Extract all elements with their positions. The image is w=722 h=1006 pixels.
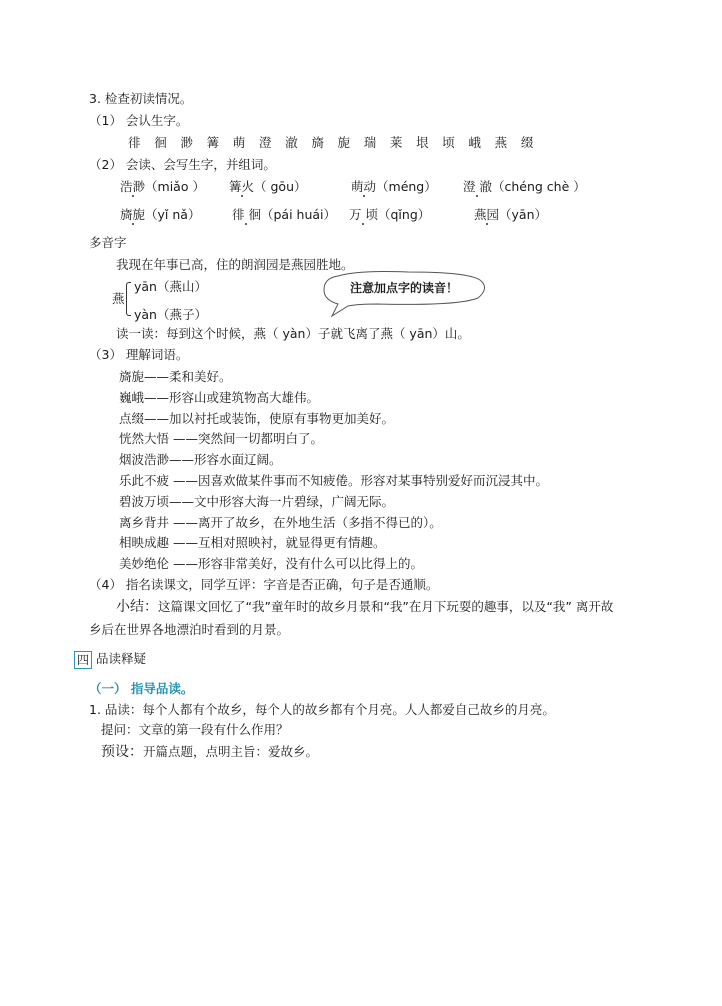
summary-text1: 这篇课文回忆了“我”童年时的故乡月景和“我”在月下玩耍的趣事，以及“我” 离开故 — [158, 599, 614, 614]
term-definition: 相映成趣 ——互相对照映衬，就显得更有情趣。 — [119, 535, 386, 551]
term-definition: 点缀——加以衬托或装饰，使原有事物更加美好。 — [119, 410, 395, 426]
pinyin: （chéng chè ） — [491, 179, 586, 194]
word-text: 万 顷 — [349, 207, 378, 222]
item2-label: （2） 会读、会写生字，并组词。 — [89, 157, 276, 172]
pinyin: （pái huái） — [260, 207, 337, 222]
section4-subtitle: （一） 指导品读。 — [89, 681, 194, 696]
word-gouhuo — [229, 179, 307, 195]
bubble-text: 注意加点字的读音！ — [350, 281, 459, 295]
polyphone-practice: 读一读：每到这个时候，燕（ yàn）子就飞离了燕（ yān）山。 — [116, 326, 470, 341]
polyphone-char: 燕 — [112, 291, 125, 306]
word-text: 澄 澈 — [463, 179, 492, 194]
item4-label: （4） 指名读课文，同学互评：字音是否正确，句子是否通顺。 — [89, 577, 439, 592]
word-text: 浩渺 — [120, 179, 146, 194]
summary-line1 — [116, 599, 613, 615]
term-definition: 乐此不疲 ——因喜欢做某件事而不知疲倦。形容对某事特别爱好而沉浸其中。 — [119, 473, 548, 488]
section4-question: 提问：文章的第一段有什么作用？ — [101, 722, 289, 737]
speech-bubble — [318, 270, 490, 318]
word-haomiao — [120, 179, 205, 195]
new-character: 莱 — [389, 135, 403, 150]
new-character: 篝 — [206, 135, 220, 150]
word-mengdong — [351, 179, 437, 195]
reading-yan4: yàn（燕子） — [134, 307, 207, 322]
new-characters-row — [128, 135, 547, 151]
term-definition: 碧波万顷——文中形容大海一片碧绿，广阔无际。 — [119, 493, 395, 509]
term-definition: 美妙绝伦 ——形容非常美好，没有什么可以比得上的。 — [119, 556, 423, 572]
reading-yan1: yān（燕山） — [134, 279, 207, 294]
pinyin: （qǐng） — [377, 207, 431, 222]
section4-title: 品读释疑 — [96, 651, 147, 666]
pinyin: （méng） — [376, 179, 437, 194]
new-character: 渺 — [180, 135, 193, 150]
item3-label: （3） 理解词语。 — [89, 347, 189, 362]
preset-text: 开篇点题，点明主旨：爱故乡。 — [143, 744, 319, 759]
new-character: 顷 — [442, 135, 455, 150]
section4-number-box: 四 — [74, 651, 92, 669]
word-yanyuan — [474, 207, 547, 223]
new-character: 瑞 — [363, 135, 377, 150]
word-chengche — [463, 179, 586, 195]
new-character: 旖 — [311, 135, 324, 150]
new-character: 垠 — [416, 135, 429, 150]
new-character: 燕 — [494, 135, 508, 150]
word-text: 旖旎 — [120, 207, 146, 222]
polyphone-title: 多音字 — [89, 235, 127, 250]
word-text: 燕园 — [474, 207, 500, 222]
term-definition: 烟波浩渺——形容水面辽阔。 — [119, 452, 282, 468]
word-text: 徘 徊 — [232, 207, 261, 222]
new-character: 缀 — [520, 135, 534, 150]
item1-label: （1） 会认生字。 — [89, 113, 189, 128]
pinyin: （yǐ nǎ） — [145, 207, 201, 222]
new-character: 徘 — [128, 135, 141, 150]
new-character: 旎 — [337, 135, 351, 150]
pinyin: （miǎo ） — [145, 179, 205, 194]
brace — [126, 282, 131, 316]
polyphone-sentence: 我现在年事已高，住的朗润园是燕园胜地。 — [116, 257, 354, 272]
new-character: 澄 — [258, 135, 272, 150]
term-definition: 恍然大悟 ——突然间一切都明白了。 — [119, 431, 323, 447]
section3-title: 3. 检查初读情况。 — [89, 91, 193, 106]
word-text: 萌动 — [351, 179, 377, 194]
preset-label: 预设： — [101, 744, 143, 760]
pinyin: （ gōu） — [254, 179, 307, 194]
word-paihuai — [232, 207, 336, 223]
term-definition: 旖旎——柔和美好。 — [119, 369, 232, 384]
word-yini — [120, 207, 200, 223]
term-definition: 巍峨——形容山或建筑物高大雄伟。 — [119, 389, 320, 405]
new-character: 澈 — [285, 135, 298, 150]
section4-p1: 1. 品读：每个人都有个故乡，每个人的故乡都有个月亮。人人都爱自己故乡的月亮。 — [89, 702, 555, 717]
new-character: 峨 — [468, 135, 481, 150]
word-wanqing — [349, 207, 430, 223]
summary-label: 小结： — [116, 599, 158, 615]
new-character: 徊 — [154, 135, 167, 150]
pinyin: （yān） — [499, 207, 547, 222]
section4-preset-line — [101, 744, 318, 760]
new-character: 萌 — [232, 135, 246, 150]
term-definition: 离乡背井 ——离开了故乡，在外地生活（多指不得已的）。 — [119, 514, 442, 530]
summary-line2: 乡后在世界各地漂泊时看到的月景。 — [89, 622, 290, 637]
word-text: 篝火 — [229, 179, 255, 194]
